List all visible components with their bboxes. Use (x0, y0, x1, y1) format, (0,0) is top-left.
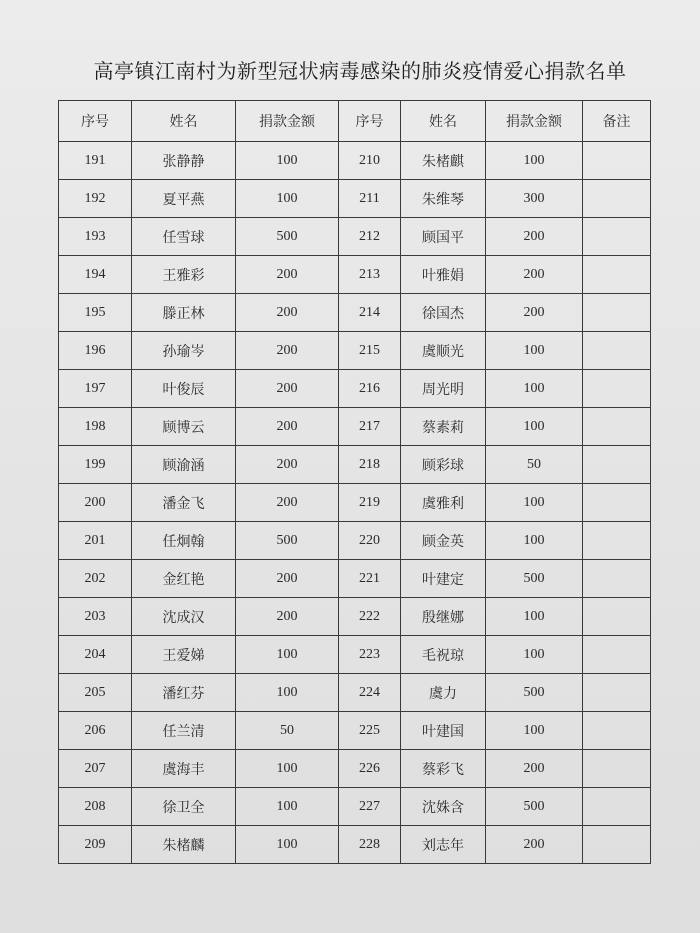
serial-cell: 198 (59, 408, 132, 446)
remarks-cell (583, 332, 651, 370)
amount-cell: 100 (236, 180, 339, 218)
serial-cell: 227 (339, 788, 401, 826)
serial-cell: 191 (59, 142, 132, 180)
remarks-cell (583, 294, 651, 332)
remarks-cell (583, 484, 651, 522)
name-cell: 顾国平 (401, 218, 486, 256)
table-row (59, 256, 651, 294)
name-cell: 金红艳 (132, 560, 236, 598)
serial-cell: 226 (339, 750, 401, 788)
table-row (59, 142, 651, 180)
remarks-cell (583, 370, 651, 408)
serial-cell: 209 (59, 826, 132, 864)
amount-cell: 200 (236, 370, 339, 408)
table-row (59, 218, 651, 256)
amount-cell: 500 (486, 674, 583, 712)
remarks-cell (583, 522, 651, 560)
header-serial-right: 序号 (339, 101, 401, 142)
amount-cell: 200 (236, 332, 339, 370)
amount-cell: 200 (236, 408, 339, 446)
serial-cell: 228 (339, 826, 401, 864)
table-row (59, 180, 651, 218)
serial-cell: 194 (59, 256, 132, 294)
serial-cell: 199 (59, 446, 132, 484)
table-row (59, 598, 651, 636)
amount-cell: 200 (236, 484, 339, 522)
amount-cell: 500 (486, 788, 583, 826)
name-cell: 王爱娣 (132, 636, 236, 674)
amount-cell: 200 (236, 446, 339, 484)
amount-cell: 100 (486, 598, 583, 636)
name-cell: 顾博云 (132, 408, 236, 446)
serial-cell: 219 (339, 484, 401, 522)
serial-cell: 203 (59, 598, 132, 636)
name-cell: 虞海丰 (132, 750, 236, 788)
table-row (59, 826, 651, 864)
name-cell: 顾金英 (401, 522, 486, 560)
serial-cell: 207 (59, 750, 132, 788)
name-cell: 蔡素莉 (401, 408, 486, 446)
serial-cell: 221 (339, 560, 401, 598)
serial-cell: 214 (339, 294, 401, 332)
amount-cell: 50 (236, 712, 339, 750)
amount-cell: 100 (486, 408, 583, 446)
amount-cell: 200 (486, 294, 583, 332)
amount-cell: 100 (236, 750, 339, 788)
amount-cell: 100 (236, 788, 339, 826)
name-cell: 虞力 (401, 674, 486, 712)
amount-cell: 100 (486, 142, 583, 180)
name-cell: 虞雅利 (401, 484, 486, 522)
amount-cell: 100 (486, 370, 583, 408)
name-cell: 殷继娜 (401, 598, 486, 636)
serial-cell: 222 (339, 598, 401, 636)
page-title: 高亭镇江南村为新型冠状病毒感染的肺炎疫情爱心捐款名单 (93, 59, 627, 83)
serial-cell: 217 (339, 408, 401, 446)
name-cell: 张静静 (132, 142, 236, 180)
serial-cell: 197 (59, 370, 132, 408)
header-remarks: 备注 (583, 101, 651, 142)
table-row (59, 294, 651, 332)
amount-cell: 100 (236, 674, 339, 712)
amount-cell: 500 (486, 560, 583, 598)
name-cell: 蔡彩飞 (401, 750, 486, 788)
amount-cell: 100 (486, 522, 583, 560)
amount-cell: 100 (236, 636, 339, 674)
header-serial-left: 序号 (59, 101, 132, 142)
table-row (59, 332, 651, 370)
serial-cell: 216 (339, 370, 401, 408)
serial-cell: 223 (339, 636, 401, 674)
remarks-cell (583, 826, 651, 864)
serial-cell: 210 (339, 142, 401, 180)
name-cell: 顾彩球 (401, 446, 486, 484)
name-cell: 叶建定 (401, 560, 486, 598)
remarks-cell (583, 180, 651, 218)
amount-cell: 200 (236, 294, 339, 332)
serial-cell: 204 (59, 636, 132, 674)
name-cell: 王雅彩 (132, 256, 236, 294)
name-cell: 虞顺光 (401, 332, 486, 370)
name-cell: 叶建国 (401, 712, 486, 750)
remarks-cell (583, 788, 651, 826)
name-cell: 朱维琴 (401, 180, 486, 218)
serial-cell: 208 (59, 788, 132, 826)
amount-cell: 100 (486, 484, 583, 522)
header-amount-right: 捐款金额 (486, 101, 583, 142)
name-cell: 顾渝涵 (132, 446, 236, 484)
remarks-cell (583, 218, 651, 256)
name-cell: 沈成汉 (132, 598, 236, 636)
name-cell: 刘志年 (401, 826, 486, 864)
table-row (59, 484, 651, 522)
remarks-cell (583, 598, 651, 636)
serial-cell: 195 (59, 294, 132, 332)
serial-cell: 213 (339, 256, 401, 294)
name-cell: 周光明 (401, 370, 486, 408)
serial-cell: 220 (339, 522, 401, 560)
remarks-cell (583, 674, 651, 712)
name-cell: 徐卫全 (132, 788, 236, 826)
table-row (59, 370, 651, 408)
table-row (59, 750, 651, 788)
table-row (59, 408, 651, 446)
serial-cell: 225 (339, 712, 401, 750)
table-row (59, 788, 651, 826)
remarks-cell (583, 636, 651, 674)
name-cell: 潘金飞 (132, 484, 236, 522)
header-name-right: 姓名 (401, 101, 486, 142)
serial-cell: 193 (59, 218, 132, 256)
name-cell: 夏平燕 (132, 180, 236, 218)
amount-cell: 100 (486, 332, 583, 370)
donation-table (58, 100, 651, 864)
serial-cell: 200 (59, 484, 132, 522)
name-cell: 潘红芬 (132, 674, 236, 712)
remarks-cell (583, 712, 651, 750)
amount-cell: 200 (486, 826, 583, 864)
serial-cell: 212 (339, 218, 401, 256)
name-cell: 叶俊辰 (132, 370, 236, 408)
amount-cell: 200 (236, 256, 339, 294)
amount-cell: 100 (236, 826, 339, 864)
table-header-row (59, 101, 651, 142)
name-cell: 任兰清 (132, 712, 236, 750)
amount-cell: 200 (486, 750, 583, 788)
serial-cell: 202 (59, 560, 132, 598)
name-cell: 任炯翰 (132, 522, 236, 560)
name-cell: 沈姝含 (401, 788, 486, 826)
name-cell: 滕正林 (132, 294, 236, 332)
amount-cell: 200 (486, 218, 583, 256)
serial-cell: 215 (339, 332, 401, 370)
name-cell: 叶雅娟 (401, 256, 486, 294)
table-row (59, 712, 651, 750)
remarks-cell (583, 142, 651, 180)
serial-cell: 224 (339, 674, 401, 712)
name-cell: 孙瑜岑 (132, 332, 236, 370)
amount-cell: 100 (236, 142, 339, 180)
table-row (59, 560, 651, 598)
serial-cell: 206 (59, 712, 132, 750)
serial-cell: 211 (339, 180, 401, 218)
remarks-cell (583, 408, 651, 446)
amount-cell: 200 (236, 560, 339, 598)
name-cell: 毛祝琼 (401, 636, 486, 674)
amount-cell: 100 (486, 636, 583, 674)
header-amount-left: 捐款金额 (236, 101, 339, 142)
amount-cell: 500 (236, 522, 339, 560)
remarks-cell (583, 750, 651, 788)
remarks-cell (583, 256, 651, 294)
table-row (59, 674, 651, 712)
serial-cell: 196 (59, 332, 132, 370)
name-cell: 朱楮麒 (401, 142, 486, 180)
name-cell: 任雪球 (132, 218, 236, 256)
amount-cell: 100 (486, 712, 583, 750)
serial-cell: 218 (339, 446, 401, 484)
name-cell: 朱楮麟 (132, 826, 236, 864)
amount-cell: 50 (486, 446, 583, 484)
amount-cell: 200 (236, 598, 339, 636)
serial-cell: 201 (59, 522, 132, 560)
amount-cell: 200 (486, 256, 583, 294)
name-cell: 徐国杰 (401, 294, 486, 332)
amount-cell: 300 (486, 180, 583, 218)
serial-cell: 192 (59, 180, 132, 218)
header-name-left: 姓名 (132, 101, 236, 142)
table-row (59, 636, 651, 674)
serial-cell: 205 (59, 674, 132, 712)
remarks-cell (583, 560, 651, 598)
amount-cell: 500 (236, 218, 339, 256)
table-row (59, 446, 651, 484)
remarks-cell (583, 446, 651, 484)
table-row (59, 522, 651, 560)
